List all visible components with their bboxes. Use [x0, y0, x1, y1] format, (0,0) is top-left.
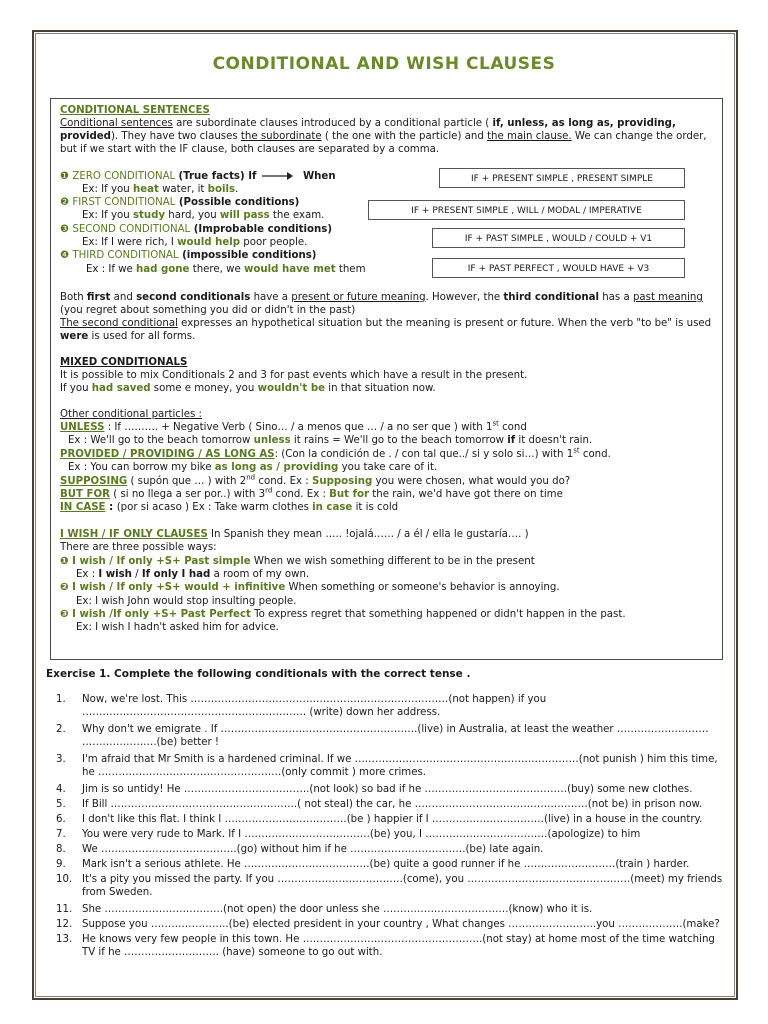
wish-heading-text: In Spanish they mean ….. !ojalá…… / a él / ella le gustaría…. ): [207, 529, 529, 540]
example-highlight: would help: [177, 237, 241, 248]
exercise-item: [56, 874, 726, 904]
third-conditional-label: ❹ THIRD CONDITIONAL: [60, 250, 179, 261]
section-heading-conditional-sentences: CONDITIONAL SENTENCES: [60, 105, 210, 116]
exercise-number: 2.: [56, 724, 66, 735]
intro-subordinate: the subordinate: [240, 131, 322, 142]
mixed-line-1: It is possible to mix Conditionals 2 and 3 for past events which have a result in the present.: [60, 370, 528, 381]
exercise-text: He knows very few people in this town. He ……………………………………………..(not stay) at home most of the time watching TV if he ………………………. (have) someone to go out with.: [82, 934, 715, 958]
but-for-row: [60, 486, 563, 502]
exercise-number: 12.: [56, 919, 73, 930]
intro-term: Conditional sentences: [60, 118, 173, 129]
example-text: it doesn't rain.: [515, 435, 593, 446]
second-conditional-type: (Improbable conditions): [190, 224, 332, 235]
zero-conditional-type: (True facts) If: [178, 171, 257, 182]
example-text: it rains = We'll go to the beach tomorrow: [290, 435, 508, 446]
section-heading-other-particles: Other conditional particles :: [60, 409, 202, 420]
intro-text: ( the one with the particle) and: [321, 131, 488, 142]
meaning-text: is used for all forms.: [88, 331, 196, 342]
example-text: you take care of it.: [338, 462, 438, 473]
arrow-right-icon: [260, 171, 294, 181]
exercise-text: Now, we're lost. This …………………………………………………….……………(not happen) if you ………………………………………………………… (write) down her address.: [82, 694, 547, 718]
example-text: .: [235, 184, 239, 195]
particle-text: cond: [498, 422, 527, 433]
exercise-text: I'm afraid that Mr Smith is a hardened criminal. If we …………………………………………………………(not punish ) him this time, he ………………………………………………(only commit ) more crimes.: [82, 754, 718, 778]
particle-text: ( supón que … ) with 2: [127, 476, 247, 487]
exercise-number: 1.: [56, 694, 66, 705]
superscript: rd: [265, 486, 273, 495]
example-highlight: as long as / providing: [214, 462, 339, 473]
unless-row: [60, 419, 527, 435]
example-text: Ex : You can borrow my bike: [68, 462, 215, 473]
meaning-bold: second conditionals: [136, 292, 251, 303]
example-bold: I wish: [98, 569, 132, 580]
exercise-item: [56, 904, 726, 919]
example-text: Ex : We'll go to the beach tomorrow: [68, 435, 254, 446]
unless-example: [68, 435, 592, 448]
wish-example-3: Ex: I wish I hadn't asked him for advice.: [76, 622, 279, 633]
example-text: Ex :: [76, 569, 99, 580]
intro-line-2: [60, 131, 707, 144]
example-highlight: Supposing: [311, 476, 373, 487]
intro-text: ). They have two clauses: [110, 131, 241, 142]
exercise-text: Suppose you …………………..(be) elected president in your country , What changes ……………………..you ……………….(make?: [82, 919, 720, 930]
exercise-number: 11.: [56, 904, 73, 915]
superscript: st: [573, 446, 580, 455]
example-text: the exam.: [269, 210, 325, 221]
wish-heading-row: [60, 529, 529, 542]
particle-unless: UNLESS: [60, 422, 105, 433]
particle-text: ( si no llega a ser por..) with 3: [110, 489, 266, 500]
particle-text: cond.: [579, 449, 611, 460]
first-conditional-type: (Possible conditions): [175, 197, 300, 208]
meaning-text: Both: [60, 292, 87, 303]
exercise-item: [56, 784, 726, 799]
formula-third-conditional: IF + PAST PERFECT , WOULD HAVE + V3: [432, 258, 685, 278]
provided-row: [60, 446, 611, 462]
example-text: Ex: If I were rich, I: [82, 237, 178, 248]
example-bold: If only I had: [141, 569, 211, 580]
zero-conditional-example: [82, 184, 238, 197]
intro-line-3: but if we start with the IF clause, both clauses are separated by a comma.: [60, 144, 440, 155]
example-highlight: would have met: [243, 264, 336, 275]
meaning-line-4: [60, 331, 195, 344]
wish-text: When we wish something different to be in the present: [250, 556, 535, 567]
example-highlight: unless: [253, 435, 291, 446]
particle-but-for: BUT FOR: [60, 489, 110, 500]
exercise-item: [56, 799, 726, 814]
example-text: them: [335, 264, 366, 275]
exercise-item: [56, 754, 726, 784]
meaning-text: have a: [250, 292, 292, 303]
exercise-text: She ……………………………..(not open) the door unless she ……………………………….(know) who it is.: [82, 904, 593, 915]
example-highlight: study: [132, 210, 166, 221]
wish-example-2: Ex: I wish John would stop insulting people.: [76, 596, 297, 607]
first-conditional-row: [60, 197, 299, 210]
meaning-text: and: [110, 292, 137, 303]
exercise-text: We ………………………………….(go) without him if he …………………………….(be) late again.: [82, 844, 544, 855]
exercise-number: 9.: [56, 859, 66, 870]
superscript: st: [492, 419, 499, 428]
example-highlight: But for: [329, 489, 370, 500]
exercise-item: [56, 844, 726, 859]
exercise-number: 7.: [56, 829, 66, 840]
wish-ways: There are three possible ways:: [60, 542, 217, 553]
intro-provided: provided: [60, 131, 111, 142]
meaning-line-1: [60, 292, 703, 305]
exercise-text: Why don't we emigrate . If ………………………………………………….(live) in Australia, at least the weather ……………………… ………………….(be) better !: [82, 724, 709, 748]
section-heading-mixed-conditionals: MIXED CONDITIONALS: [60, 357, 188, 368]
particle-text: : If ………. + Negative Verb ( Sino… / a menos que … / a no ser que ) with 1: [104, 422, 493, 433]
intro-line-1: [60, 118, 676, 131]
wish-example-1: [76, 569, 309, 582]
particle-provided: PROVIDED / PROVIDING / AS LONG AS: [60, 449, 275, 460]
example-text: Ex: If you: [82, 184, 133, 195]
example-text: Ex: If you: [82, 210, 133, 221]
intro-text: are subordinate clauses introduced by a conditional particle (: [172, 118, 493, 129]
example-highlight: heat: [132, 184, 159, 195]
meaning-underline: present or future meaning: [291, 292, 426, 303]
particle-supposing: SUPPOSING: [60, 476, 128, 487]
example-text: poor people.: [240, 237, 308, 248]
particle-text: cond. Ex :: [255, 476, 312, 487]
third-conditional-type: (impossible conditions): [178, 250, 317, 261]
example-bold: if: [507, 435, 516, 446]
zero-conditional-row: [60, 171, 336, 184]
particle-text: (por si acaso ) Ex : Take warm clothes: [116, 502, 313, 513]
meaning-text: has a: [598, 292, 633, 303]
mixed-highlight: had saved: [91, 383, 151, 394]
example-text: a room of my own.: [210, 569, 310, 580]
intro-particles: if, unless, as long as, providing,: [492, 118, 676, 129]
intro-text: We can change the order,: [571, 131, 707, 142]
example-highlight: in case: [312, 502, 353, 513]
exercise-number: 10.: [56, 874, 73, 885]
exercise-text: It's a pity you missed the party. If you ……………………………….(come), you …………………………………………(meet) my friends from Sweden.: [82, 874, 723, 898]
exercise-item: [56, 829, 726, 844]
zero-conditional-label: ❶ ZERO CONDITIONAL: [60, 171, 176, 182]
second-conditional-row: [60, 224, 332, 237]
particle-text: :: [105, 502, 117, 513]
mixed-text: If you: [60, 383, 92, 394]
mixed-highlight: wouldn't be: [257, 383, 326, 394]
supposing-row: [60, 473, 571, 489]
exercise-number: 6.: [56, 814, 66, 825]
meaning-text: expresses an hypothetical situation but the meaning is present or future. When the verb "to be" is used: [177, 318, 712, 329]
particle-text: : (Con la condición de . / con tal que../ si y solo si…) with 1: [274, 449, 574, 460]
first-conditional-example: [82, 210, 324, 223]
exercise-text: Mark isn't a serious athlete. He ……………………………….(be) quite a good runner if he ………………………(train ) harder.: [82, 859, 690, 870]
exercise-number: 3.: [56, 754, 66, 765]
wish-formula: ❷ I wish / If only +S+ would + infinitive: [60, 582, 286, 593]
formula-first-conditional: IF + PRESENT SIMPLE , WILL / MODAL / IMPERATIVE: [368, 200, 685, 220]
section-heading-wish: I WISH / IF ONLY CLAUSES: [60, 529, 208, 540]
meaning-bold: third conditional: [503, 292, 599, 303]
exercise-item: [56, 694, 726, 724]
exercise-text: If Bill ……………………………………………….( not steal) the car, he ……………………………………………(not be) in prison now.: [82, 799, 703, 810]
exercise-heading: Exercise 1. Complete the following conditionals with the correct tense .: [46, 668, 471, 680]
mixed-text: some e money, you: [150, 383, 258, 394]
example-text: water, it: [158, 184, 208, 195]
exercise-list: [56, 694, 726, 964]
mixed-line-2: [60, 383, 436, 396]
exercise-number: 5.: [56, 799, 66, 810]
meaning-bold: were: [60, 331, 89, 342]
exercise-number: 8.: [56, 844, 66, 855]
wish-rule-3: [60, 609, 626, 622]
particle-text: cond. Ex :: [272, 489, 330, 500]
example-text: Ex : If we: [86, 264, 137, 275]
meaning-bold: first: [86, 292, 111, 303]
example-text: hard, you: [165, 210, 220, 221]
zero-conditional-when: When: [302, 171, 336, 182]
exercise-text: You were very rude to Mark. If I ……………………………….(be) you, I ………………………………(apologize) to him: [82, 829, 641, 840]
example-text: it is cold: [352, 502, 399, 513]
wish-text: To express regret that something happened or didn't happen in the past.: [250, 609, 626, 620]
exercise-item: [56, 724, 726, 754]
meaning-line-3: [60, 318, 711, 331]
second-conditional-label: ❸ SECOND CONDITIONAL: [60, 224, 191, 235]
wish-formula: ❶ I wish / If only +S+ Past simple: [60, 556, 251, 567]
wish-rule-2: [60, 582, 560, 595]
exercise-number: 4.: [56, 784, 66, 795]
example-text: /: [131, 569, 142, 580]
exercise-number: 13.: [56, 934, 73, 945]
example-highlight: boils: [207, 184, 236, 195]
wish-text: When something or someone's behavior is annoying.: [285, 582, 560, 593]
exercise-item: [56, 919, 726, 934]
meaning-underline: past meaning: [632, 292, 703, 303]
formula-zero-conditional: IF + PRESENT SIMPLE , PRESENT SIMPLE: [439, 168, 685, 188]
exercise-item: [56, 859, 726, 874]
exercise-item: [56, 934, 726, 964]
meaning-line-2: (you regret about something you did or didn't in the past): [60, 305, 356, 316]
particle-in-case: IN CASE: [60, 502, 106, 513]
formula-second-conditional: IF + PAST SIMPLE , WOULD / COULD + V1: [432, 228, 685, 248]
example-text: the rain, we'd have got there on time: [369, 489, 563, 500]
superscript: nd: [246, 473, 256, 482]
in-case-row: [60, 502, 398, 515]
wish-formula: ❸ I wish /If only +S+ Past Perfect: [60, 609, 251, 620]
example-text: there, we: [189, 264, 244, 275]
first-conditional-label: ❷ FIRST CONDITIONAL: [60, 197, 176, 208]
mixed-text: in that situation now.: [325, 383, 436, 394]
exercise-item: [56, 814, 726, 829]
second-conditional-example: [82, 237, 307, 250]
exercise-text: I don't like this flat. I think I ………………………………(be ) happier if I ……………………………(live) in a house in the country.: [82, 814, 703, 825]
exercise-text: Jim is so untidy! He ……………………………….(not look) so bad if he ……………………………………(buy) some new clothes.: [82, 784, 693, 795]
third-conditional-example: [86, 264, 366, 277]
example-text: you were chosen, what would you do?: [372, 476, 571, 487]
meaning-underline: The second conditional: [60, 318, 178, 329]
page-title: CONDITIONAL AND WISH CLAUSES: [212, 54, 556, 74]
example-highlight: had gone: [136, 264, 190, 275]
third-conditional-row: [60, 250, 316, 263]
meaning-text: . However, the: [425, 292, 504, 303]
wish-rule-1: [60, 556, 535, 569]
example-highlight: will pass: [219, 210, 270, 221]
intro-main-clause: the main clause.: [487, 131, 572, 142]
